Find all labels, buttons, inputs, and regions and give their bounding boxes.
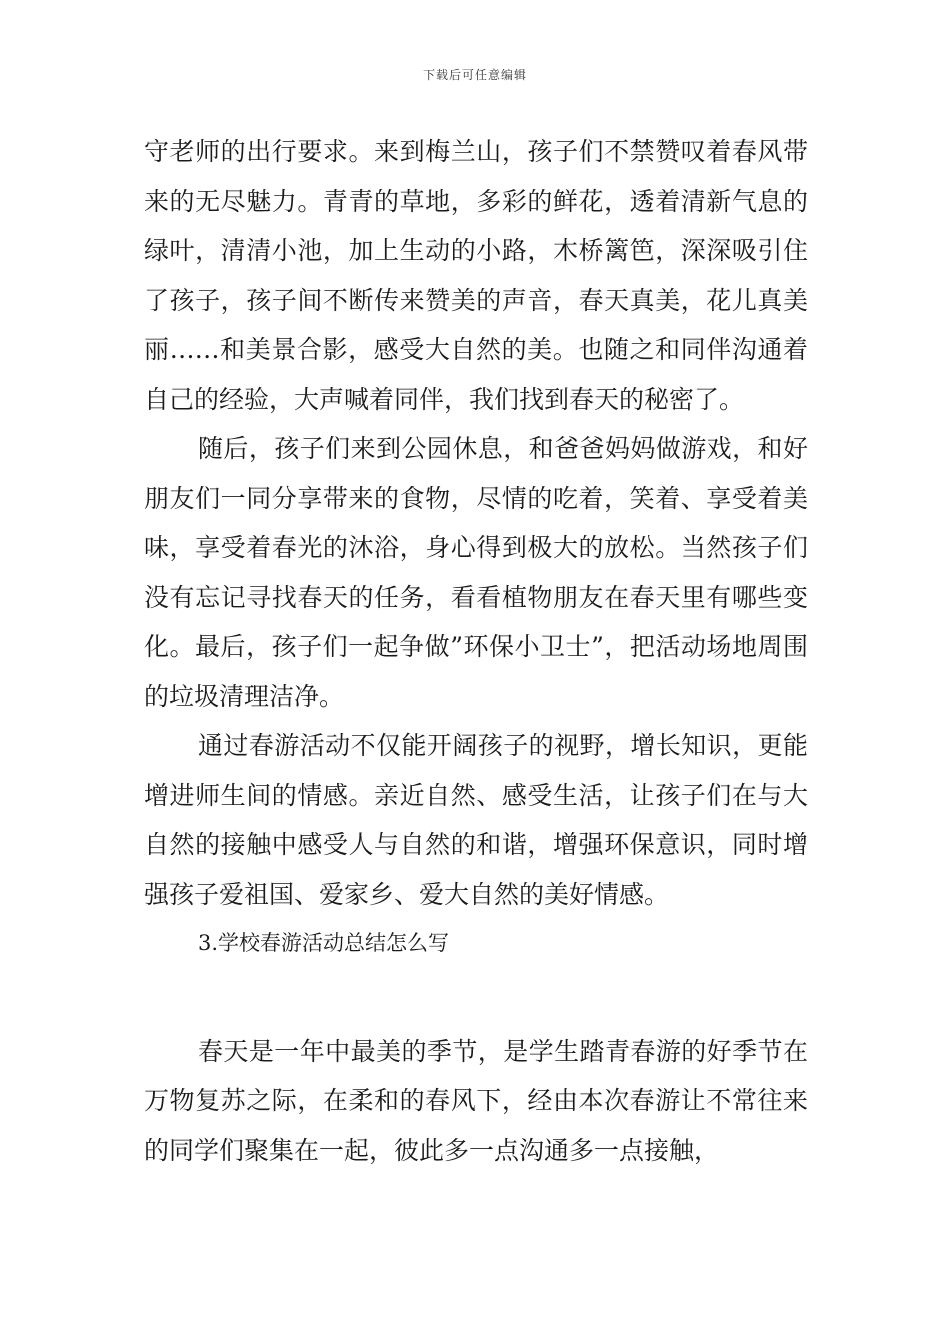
- page-header: 下载后可任意编辑: [422, 68, 527, 82]
- spacer: [144, 969, 808, 1027]
- paragraph: 随后，孩子们来到公园休息，和爸爸妈妈做游戏，和好朋友们一同分享带来的食物，尽情的吃着，笑着、享受着美味，享受着春光的沐浴，身心得到极大的放松。当然孩子们没有忘记寻找春天的任务，看看植物朋友在春天里有哪些变化。最后，孩子们一起争做”环保小卫士”，把活动场地周围的垃圾清理洁净。: [144, 434, 808, 711]
- paragraph: 通过春游活动不仅能开阔孩子的视野，增长知识，更能增进师生间的情感。亲近自然、感受生活，让孩子们在与大自然的接触中感受人与自然的和谐，增强环保意识，同时增强孩子爱祖国、爱家乡、爱大自然的美好情感。: [144, 731, 808, 909]
- paragraph: 春天是一年中最美的季节，是学生踏青春游的好季节在万物复苏之际，在柔和的春风下，经由本次春游让不常往来的同学们聚集在一起，彼此多一点沟通多一点接触，: [144, 1036, 808, 1165]
- document-body: [144, 127, 808, 1175]
- section-heading: 3.学校春游活动总结怎么写: [198, 931, 450, 955]
- paragraph-continued: 守老师的出行要求。来到梅兰山，孩子们不禁赞叹着春风带来的无尽魅力。青青的草地，多彩的鲜花，透着清新气息的绿叶，清清小池，加上生动的小路，木桥篱笆，深深吸引住了孩子，孩子间不断传来赞美的声音，春天真美，花儿真美丽……和美景合影，感受大自然的美。也随之和同伴沟通着自己的经验，大声喊着同伴，我们找到春天的秘密了。: [144, 137, 808, 414]
